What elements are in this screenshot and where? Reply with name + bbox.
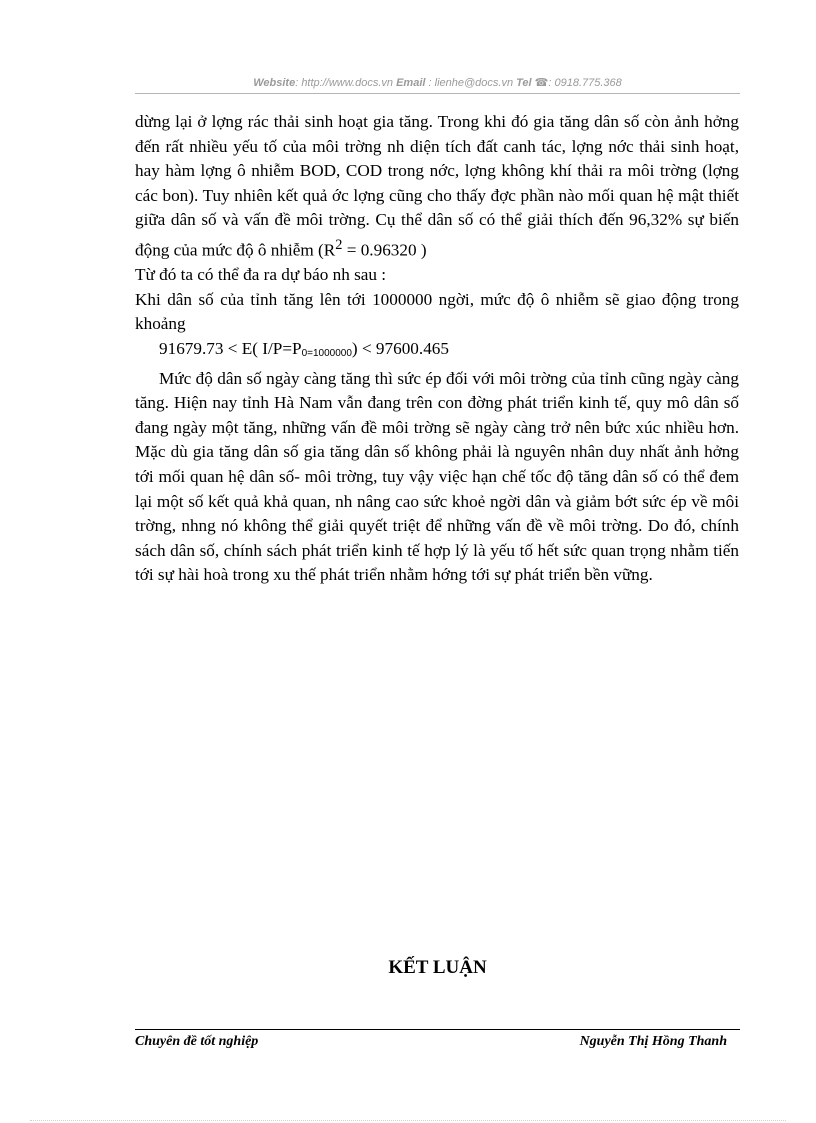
footer-author: Nguyễn Thị Hồng Thanh [579, 1034, 727, 1049]
header-divider [135, 93, 740, 94]
forecast-formula: 91679.73 < E( $I/P=P_{0=1000000}) < 97600.465$ [159, 339, 449, 360]
r-squared-superscript: 2 [335, 236, 343, 253]
tel-label: Tel ☎ [516, 77, 549, 89]
email-label: Email [396, 77, 426, 89]
tel-value: : 0918.775.368 [548, 77, 622, 89]
paragraph-conclusion-text: Mức độ dân số ngày càng tăng thì sức ép đối với môi trờng của tỉnh cũng ngày càng tăng. Hiện nay tỉnh Hà Nam vẫn đang trên con đờng phát triển kinh tế, quy mô dân số đang ngày một tăng, những vấn đề môi trờng sẽ ngày càng trở nên bức xúc nhiều hơn. Mặc dù gia tăng dân số gia tăng dân số không phải là nguyên nhân duy nhất ảnh hởng tới mối quan hệ dân số- môi trờng, tuy vậy việc hạn chế tốc độ tăng dân số có thể đem lại một số kết quả khả quan, nh nâng cao sức khoẻ ngời dân và giảm bớt sức ép về môi trờng, nhng nó không thể giải quyết triệt để những vấn đề về môi trờng. Do đó, chính sách dân số, chính sách phát triển kinh tế hợp lý là yếu tố hết sức quan trọng nhằm tiến tới sự hài hoà trong xu thế phát triển nhằm hớng tới sự phát triển bền vững. [135, 368, 739, 585]
paragraph-forecast-intro: Từ đó ta có thể đa ra dự báo nh sau : [135, 265, 387, 285]
page-header [135, 76, 740, 89]
section-heading: KẾT LUẬN [388, 957, 487, 978]
email-value: : lienhe@docs.vn [428, 77, 514, 89]
document-body [135, 110, 739, 588]
footer-document-type: Chuyên đề tốt nghiệp [135, 1034, 259, 1049]
website-label: Website [253, 77, 296, 89]
website-value: : http://www.docs.vn [295, 77, 394, 89]
paragraph-continuation: dừng lại ở lợng rác thải sinh hoạt gia tăng. Trong khi đó gia tăng dân số còn ảnh hởng đến rất nhiều yếu tố của môi trờng nh diện tích đất canh tác, lợng nớc thải sinh hoạt, hay hàm lợng ô nhiễm BOD, COD trong nớc, lợng không khí thải ra môi trờng (lợng các bon). Tuy nhiên kết quả ớc lợng cũng cho thấy đợc phần nào mối quan hệ mật thiết giữa dân số và vấn đề môi trờng. Cụ thể dân số có thể giải thích đến 96,32% sự biến động của mức độ ô nhiễm ($R^2 = 0.96320$ ) [135, 112, 739, 260]
page-edge-line [30, 1120, 786, 1121]
paragraph-forecast: Khi dân số của tỉnh tăng lên tới 1000000 ngời, mức độ ô nhiễm sẽ giao động trong khoảng [135, 289, 739, 334]
footer-divider [135, 1029, 740, 1030]
